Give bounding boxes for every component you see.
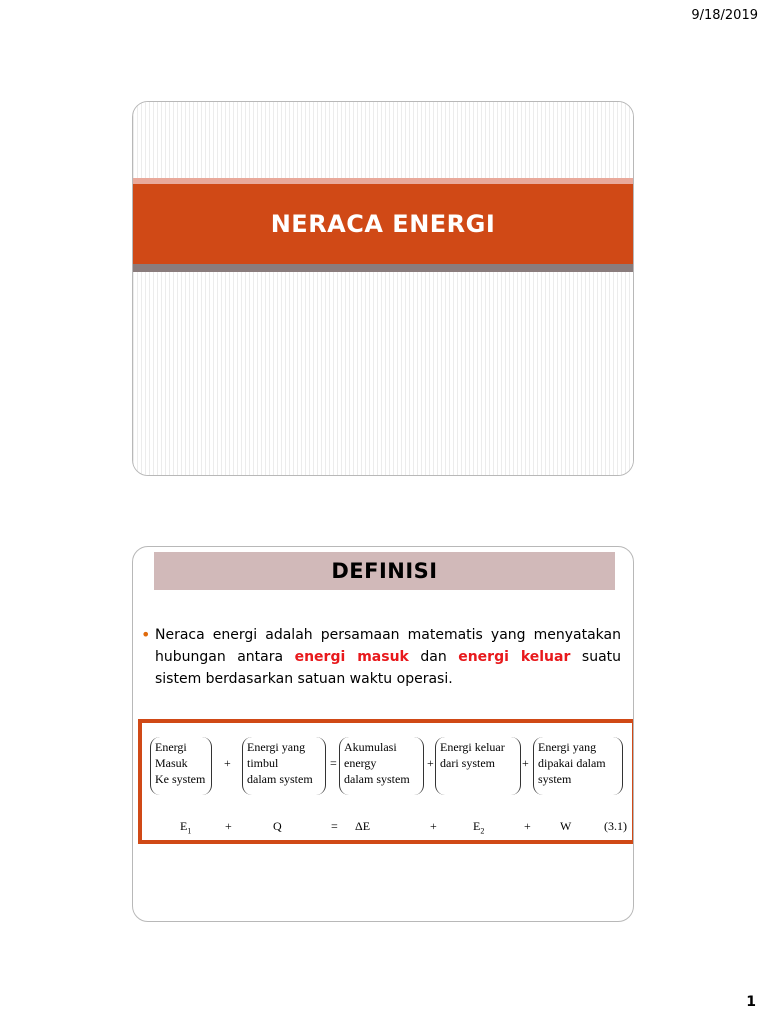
- definition-heading-box: [154, 552, 615, 590]
- term-line: timbul: [247, 756, 279, 770]
- term-line: Ke system: [155, 772, 206, 786]
- accent-band-gray: [133, 264, 633, 272]
- operator-plus: +: [522, 756, 529, 770]
- symbol-equals: =: [331, 819, 338, 833]
- term-line: Masuk: [155, 756, 188, 770]
- symbol-e1-sub: 1: [187, 826, 192, 836]
- term-line: Energi yang: [538, 740, 597, 754]
- definition-heading: DEFINISI: [331, 559, 438, 583]
- stripe-pattern-top: [133, 102, 633, 178]
- highlight-energi-keluar: energi keluar: [458, 649, 571, 665]
- definition-slide: [132, 546, 634, 922]
- term-line: dipakai dalam: [538, 756, 606, 770]
- symbol-delta-e: ΔE: [355, 819, 371, 833]
- term-line: energy: [344, 756, 377, 770]
- symbol-plus: +: [225, 819, 232, 833]
- page-number: 1: [746, 994, 756, 1010]
- highlight-energi-masuk: energi masuk: [294, 649, 409, 665]
- slide-title: NERACA ENERGI: [270, 210, 496, 238]
- term-line: Energi keluar: [440, 740, 505, 754]
- text-part-3: suatu sistem berdasarkan satuan waktu operasi.: [155, 649, 622, 687]
- operator-equals: =: [330, 756, 337, 770]
- operator-plus: +: [427, 756, 434, 770]
- stripe-pattern-bottom: [133, 272, 633, 475]
- bullet-icon: •: [141, 625, 151, 644]
- term-line: system: [538, 772, 572, 786]
- equation-number: (3.1): [604, 819, 627, 833]
- symbol-e2: [473, 819, 484, 835]
- equation-box: [138, 719, 634, 844]
- symbol-plus: +: [430, 819, 437, 833]
- definition-text: [155, 624, 621, 690]
- term-line: dalam system: [247, 772, 313, 786]
- term-energi-masuk: [150, 737, 212, 795]
- term-energi-timbul: [242, 737, 326, 795]
- operator-plus: +: [224, 756, 231, 770]
- title-band: [133, 184, 633, 264]
- symbol-q: Q: [273, 819, 282, 833]
- title-slide: [132, 101, 634, 476]
- symbol-e1-base: E: [180, 819, 188, 833]
- symbol-e2-sub: 2: [480, 826, 485, 836]
- symbol-e1: [180, 819, 191, 835]
- term-line: dari system: [440, 756, 495, 770]
- term-akumulasi: [339, 737, 424, 795]
- term-line: Energi: [155, 740, 187, 754]
- text-part-1: Neraca energi adalah persamaan matematis yang menyatakan hubungan antara: [155, 627, 621, 665]
- term-energi-keluar: [435, 737, 521, 795]
- definition-bullet: [141, 624, 628, 690]
- symbol-w: W: [560, 819, 572, 833]
- term-line: Energi yang: [247, 740, 306, 754]
- term-line: Akumulasi: [344, 740, 397, 754]
- term-line: dalam system: [344, 772, 410, 786]
- symbol-plus: +: [524, 819, 531, 833]
- header-date: 9/18/2019: [691, 8, 758, 23]
- symbol-e2-base: E: [473, 819, 481, 833]
- term-energi-dipakai: [533, 737, 623, 795]
- text-part-2: dan: [408, 649, 459, 665]
